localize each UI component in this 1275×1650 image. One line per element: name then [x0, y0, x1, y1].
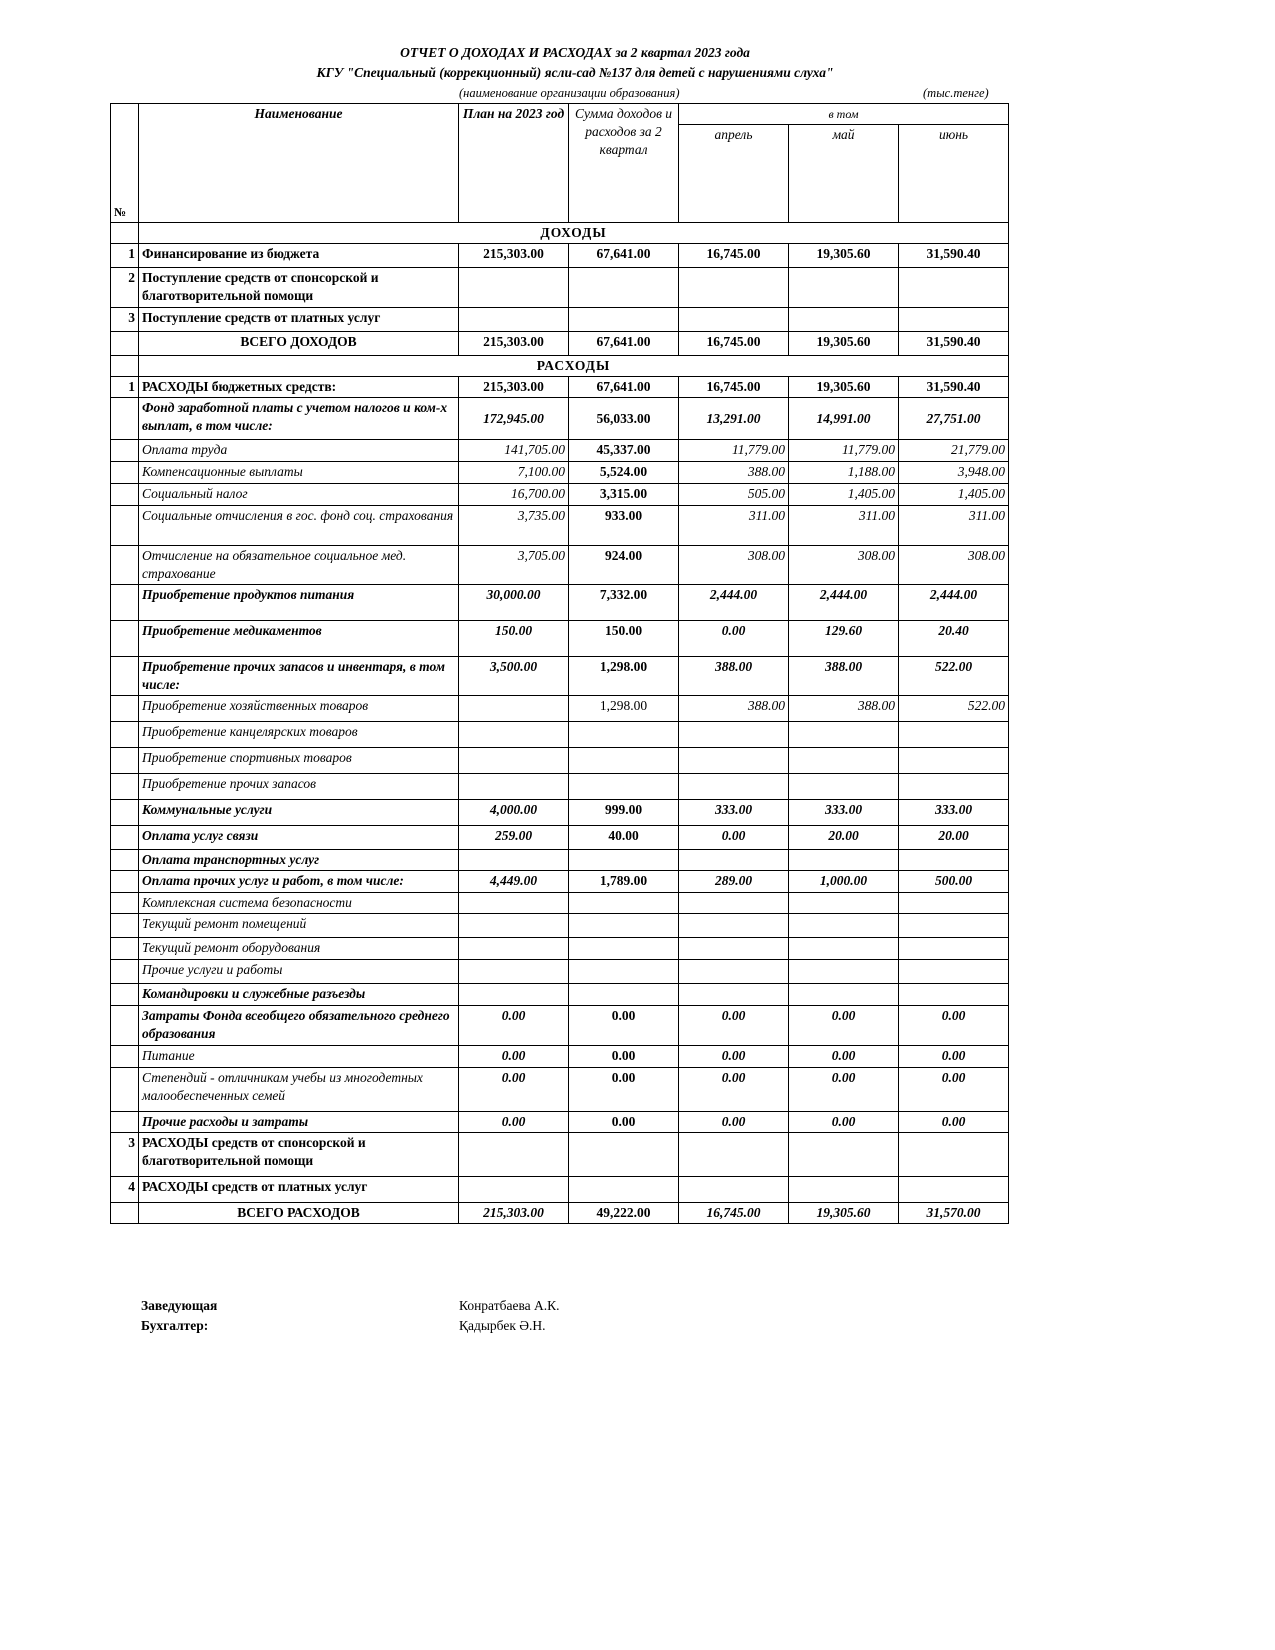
june-cell: 0.00: [899, 1112, 1009, 1133]
may-cell: [789, 1177, 899, 1203]
sum-cell: 0.00: [569, 1068, 679, 1112]
header-june: июнь: [899, 125, 1009, 223]
april-cell: [679, 984, 789, 1006]
may-cell: [789, 914, 899, 938]
plan-cell: [459, 308, 569, 332]
sum-cell: 67,641.00: [569, 377, 679, 398]
may-cell: [789, 774, 899, 800]
row-number: [111, 722, 139, 748]
row-number: 3: [111, 308, 139, 332]
table-row: [111, 1006, 1009, 1046]
row-name: Командировки и служебные разъезды: [139, 984, 459, 1006]
sum-cell: [569, 914, 679, 938]
table-row: [111, 774, 1009, 800]
row-number: [111, 1046, 139, 1068]
row-name: Компенсационные выплаты: [139, 462, 459, 484]
june-cell: 333.00: [899, 800, 1009, 826]
table-row: [111, 462, 1009, 484]
april-cell: [679, 748, 789, 774]
may-cell: 0.00: [789, 1112, 899, 1133]
june-cell: 500.00: [899, 871, 1009, 893]
june-cell: [899, 774, 1009, 800]
plan-cell: [459, 850, 569, 871]
row-number: [111, 960, 139, 984]
accountant-name: Қадырбек Ә.Н.: [459, 1318, 546, 1333]
organization-caption: (наименование организации образования): [459, 86, 680, 100]
table-row: [111, 621, 1009, 657]
table-row: [111, 484, 1009, 506]
may-cell: 19,305.60: [789, 1203, 899, 1224]
may-cell: [789, 308, 899, 332]
expense-section-row: [111, 356, 1009, 377]
sum-cell: 5,524.00: [569, 462, 679, 484]
table-row: [111, 268, 1009, 308]
may-cell: 0.00: [789, 1068, 899, 1112]
sum-cell: [569, 308, 679, 332]
table-row: [111, 506, 1009, 546]
sum-cell: [569, 850, 679, 871]
sum-cell: 67,641.00: [569, 244, 679, 268]
sum-cell: 3,315.00: [569, 484, 679, 506]
plan-cell: 215,303.00: [459, 377, 569, 398]
header-row-top: [111, 104, 1009, 125]
june-cell: [899, 984, 1009, 1006]
june-cell: 20.40: [899, 621, 1009, 657]
june-cell: [899, 268, 1009, 308]
row-name: Финансирование из бюджета: [139, 244, 459, 268]
june-cell: 0.00: [899, 1068, 1009, 1112]
may-cell: 388.00: [789, 657, 899, 696]
april-cell: [679, 308, 789, 332]
april-cell: 11,779.00: [679, 440, 789, 462]
row-name: Прочие услуги и работы: [139, 960, 459, 984]
plan-cell: 30,000.00: [459, 585, 569, 621]
plan-cell: [459, 748, 569, 774]
row-name: Степендий - отличникам учебы из многодетных малообеспеченных семей: [139, 1068, 459, 1112]
may-cell: 308.00: [789, 546, 899, 585]
row-number: [111, 938, 139, 960]
april-cell: 388.00: [679, 657, 789, 696]
row-number: 1: [111, 377, 139, 398]
may-cell: 0.00: [789, 1006, 899, 1046]
sum-cell: 150.00: [569, 621, 679, 657]
sum-cell: 56,033.00: [569, 398, 679, 440]
april-cell: 0.00: [679, 826, 789, 850]
april-cell: 0.00: [679, 621, 789, 657]
table-row: [111, 546, 1009, 585]
april-cell: 505.00: [679, 484, 789, 506]
sum-cell: 49,222.00: [569, 1203, 679, 1224]
row-number: [111, 546, 139, 585]
row-name: Поступление средств от спонсорской и благотворительной помощи: [139, 268, 459, 308]
row-name: Текущий ремонт помещений: [139, 914, 459, 938]
june-cell: 3,948.00: [899, 462, 1009, 484]
table-row: [111, 960, 1009, 984]
table-row: [111, 826, 1009, 850]
june-cell: 27,751.00: [899, 398, 1009, 440]
sum-cell: 1,789.00: [569, 871, 679, 893]
may-cell: [789, 722, 899, 748]
income-section-heading: ДОХОДЫ: [139, 223, 1009, 244]
april-cell: [679, 850, 789, 871]
report-title: ОТЧЕТ О ДОХОДАХ И РАСХОДАХ за 2 квартал 2023 года: [400, 45, 750, 60]
june-cell: 1,405.00: [899, 484, 1009, 506]
june-cell: 31,590.40: [899, 244, 1009, 268]
april-cell: [679, 722, 789, 748]
plan-cell: 16,700.00: [459, 484, 569, 506]
row-name: Поступление средств от платных услуг: [139, 308, 459, 332]
table-row: [111, 1133, 1009, 1177]
april-cell: [679, 914, 789, 938]
april-cell: 16,745.00: [679, 1203, 789, 1224]
april-cell: 0.00: [679, 1046, 789, 1068]
row-number: [111, 440, 139, 462]
row-number: [111, 800, 139, 826]
plan-cell: 0.00: [459, 1068, 569, 1112]
table-row: [111, 893, 1009, 914]
plan-cell: 0.00: [459, 1046, 569, 1068]
april-cell: [679, 938, 789, 960]
currency-unit: (тыс.тенге): [923, 86, 989, 100]
plan-cell: 215,303.00: [459, 244, 569, 268]
plan-cell: [459, 696, 569, 722]
june-cell: 522.00: [899, 696, 1009, 722]
april-cell: 2,444.00: [679, 585, 789, 621]
june-cell: 21,779.00: [899, 440, 1009, 462]
june-cell: 311.00: [899, 506, 1009, 546]
row-number: [111, 585, 139, 621]
sum-cell: 0.00: [569, 1112, 679, 1133]
may-cell: 14,991.00: [789, 398, 899, 440]
row-name: РАСХОДЫ средств от платных услуг: [139, 1177, 459, 1203]
plan-cell: [459, 960, 569, 984]
june-cell: 308.00: [899, 546, 1009, 585]
sum-cell: 999.00: [569, 800, 679, 826]
plan-cell: [459, 893, 569, 914]
table-row: [111, 1177, 1009, 1203]
row-name: Социальный налог: [139, 484, 459, 506]
row-name: Оплата транспортных услуг: [139, 850, 459, 871]
header-april: апрель: [679, 125, 789, 223]
row-number: [111, 871, 139, 893]
row-name: РАСХОДЫ средств от спонсорской и благотворительной помощи: [139, 1133, 459, 1177]
june-cell: 31,590.40: [899, 377, 1009, 398]
plan-cell: 259.00: [459, 826, 569, 850]
june-cell: [899, 1133, 1009, 1177]
plan-cell: 4,000.00: [459, 800, 569, 826]
table-row: [111, 800, 1009, 826]
row-number: [111, 696, 139, 722]
june-cell: 522.00: [899, 657, 1009, 696]
may-cell: [789, 893, 899, 914]
plan-cell: [459, 1177, 569, 1203]
june-cell: [899, 893, 1009, 914]
june-cell: 2,444.00: [899, 585, 1009, 621]
row-number: [111, 398, 139, 440]
may-cell: 2,444.00: [789, 585, 899, 621]
may-cell: 333.00: [789, 800, 899, 826]
sum-cell: [569, 938, 679, 960]
row-number: 4: [111, 1177, 139, 1203]
row-name: Приобретение продуктов питания: [139, 585, 459, 621]
june-cell: 0.00: [899, 1046, 1009, 1068]
sum-cell: 933.00: [569, 506, 679, 546]
row-name: РАСХОДЫ бюджетных средств:: [139, 377, 459, 398]
plan-cell: 3,705.00: [459, 546, 569, 585]
plan-cell: [459, 984, 569, 1006]
plan-cell: [459, 722, 569, 748]
row-name: Оплата прочих услуг и работ, в том числе:: [139, 871, 459, 893]
table-row: [111, 914, 1009, 938]
plan-cell: 7,100.00: [459, 462, 569, 484]
row-number: [111, 462, 139, 484]
expense-section-heading: РАСХОДЫ: [139, 356, 1009, 377]
plan-cell: 150.00: [459, 621, 569, 657]
row-number: [111, 484, 139, 506]
row-name: Приобретение канцелярских товаров: [139, 722, 459, 748]
plan-cell: [459, 1133, 569, 1177]
row-number: [111, 826, 139, 850]
may-cell: 19,305.60: [789, 377, 899, 398]
may-cell: 1,000.00: [789, 871, 899, 893]
may-cell: [789, 984, 899, 1006]
income-section-row: [111, 223, 1009, 244]
june-cell: [899, 722, 1009, 748]
april-cell: [679, 774, 789, 800]
april-cell: 16,745.00: [679, 377, 789, 398]
sum-cell: [569, 960, 679, 984]
plan-cell: 172,945.00: [459, 398, 569, 440]
row-name: Оплата труда: [139, 440, 459, 462]
plan-cell: 0.00: [459, 1006, 569, 1046]
june-cell: [899, 308, 1009, 332]
april-cell: 308.00: [679, 546, 789, 585]
april-cell: 388.00: [679, 462, 789, 484]
june-cell: 0.00: [899, 1006, 1009, 1046]
table-row: [111, 871, 1009, 893]
may-cell: 129.60: [789, 621, 899, 657]
table-row: [111, 398, 1009, 440]
table-row: [111, 440, 1009, 462]
sum-cell: 1,298.00: [569, 696, 679, 722]
april-cell: 289.00: [679, 871, 789, 893]
may-cell: 1,405.00: [789, 484, 899, 506]
may-cell: 388.00: [789, 696, 899, 722]
table-row: [111, 938, 1009, 960]
table-row: [111, 984, 1009, 1006]
april-cell: 16,745.00: [679, 244, 789, 268]
row-number: [111, 1006, 139, 1046]
row-name: Коммунальные услуги: [139, 800, 459, 826]
sum-cell: 0.00: [569, 1006, 679, 1046]
header-including: в том: [679, 104, 1009, 125]
sum-cell: 7,332.00: [569, 585, 679, 621]
april-cell: [679, 960, 789, 984]
row-number: [111, 748, 139, 774]
april-cell: 0.00: [679, 1068, 789, 1112]
row-name: Затраты Фонда всеобщего обязательного среднего образования: [139, 1006, 459, 1046]
head-label: Заведующая: [141, 1298, 218, 1313]
row-number: [111, 850, 139, 871]
june-cell: [899, 1177, 1009, 1203]
april-cell: 0.00: [679, 1112, 789, 1133]
april-cell: 16,745.00: [679, 332, 789, 356]
june-cell: [899, 850, 1009, 871]
row-name: ВСЕГО ДОХОДОВ: [139, 332, 459, 356]
may-cell: [789, 1133, 899, 1177]
row-name: Социальные отчисления в гос. фонд соц. страхования: [139, 506, 459, 546]
may-cell: 0.00: [789, 1046, 899, 1068]
table-row: [111, 377, 1009, 398]
accountant-label: Бухгалтер:: [141, 1318, 209, 1333]
table-row: [111, 1112, 1009, 1133]
row-number: [111, 984, 139, 1006]
may-cell: [789, 960, 899, 984]
table-row: [111, 1203, 1009, 1224]
sum-cell: 0.00: [569, 1046, 679, 1068]
row-name: Приобретение спортивных товаров: [139, 748, 459, 774]
organization-title: КГУ "Специальный (коррекционный) ясли-сад №137 для детей с нарушениями слуха": [316, 65, 834, 80]
april-cell: 0.00: [679, 1006, 789, 1046]
plan-cell: 141,705.00: [459, 440, 569, 462]
table-row: [111, 1068, 1009, 1112]
april-cell: [679, 1133, 789, 1177]
row-name: Текущий ремонт оборудования: [139, 938, 459, 960]
row-number: [111, 893, 139, 914]
sum-cell: [569, 774, 679, 800]
may-cell: 20.00: [789, 826, 899, 850]
sum-cell: [569, 893, 679, 914]
table-row: [111, 722, 1009, 748]
june-cell: [899, 960, 1009, 984]
plan-cell: 4,449.00: [459, 871, 569, 893]
table-row: [111, 748, 1009, 774]
header-may: май: [789, 125, 899, 223]
sum-cell: 67,641.00: [569, 332, 679, 356]
header-plan: План на 2023 год: [459, 104, 569, 223]
table-row: [111, 850, 1009, 871]
row-name: Оплата услуг связи: [139, 826, 459, 850]
head-name: Конратбаева А.К.: [459, 1298, 560, 1313]
row-number: [111, 332, 139, 356]
row-number: 1: [111, 244, 139, 268]
may-cell: [789, 268, 899, 308]
row-name: Питание: [139, 1046, 459, 1068]
sum-cell: [569, 1133, 679, 1177]
plan-cell: 215,303.00: [459, 1203, 569, 1224]
row-number: [111, 774, 139, 800]
header-name: Наименование: [139, 104, 459, 223]
table-row: [111, 244, 1009, 268]
section-no-cell: [111, 356, 139, 377]
section-no-cell: [111, 223, 139, 244]
row-name: Приобретение прочих запасов: [139, 774, 459, 800]
sum-cell: 40.00: [569, 826, 679, 850]
table-row: [111, 308, 1009, 332]
may-cell: 311.00: [789, 506, 899, 546]
header-sum: Сумма доходов и расходов за 2 квартал: [569, 104, 679, 223]
row-name: ВСЕГО РАСХОДОВ: [139, 1203, 459, 1224]
row-number: 3: [111, 1133, 139, 1177]
sum-cell: 45,337.00: [569, 440, 679, 462]
row-number: [111, 1112, 139, 1133]
april-cell: 13,291.00: [679, 398, 789, 440]
row-number: [111, 621, 139, 657]
row-number: [111, 1068, 139, 1112]
sum-cell: [569, 748, 679, 774]
june-cell: [899, 914, 1009, 938]
row-number: 2: [111, 268, 139, 308]
may-cell: 11,779.00: [789, 440, 899, 462]
row-number: [111, 1203, 139, 1224]
sum-cell: [569, 268, 679, 308]
sum-cell: [569, 984, 679, 1006]
table-row: [111, 696, 1009, 722]
row-name: Приобретение медикаментов: [139, 621, 459, 657]
plan-cell: [459, 774, 569, 800]
plan-cell: 3,500.00: [459, 657, 569, 696]
row-name: Комплексная система безопасности: [139, 893, 459, 914]
june-cell: 20.00: [899, 826, 1009, 850]
april-cell: 333.00: [679, 800, 789, 826]
sum-cell: [569, 1177, 679, 1203]
sum-cell: 1,298.00: [569, 657, 679, 696]
row-name: Приобретение хозяйственных товаров: [139, 696, 459, 722]
may-cell: 1,188.00: [789, 462, 899, 484]
may-cell: [789, 748, 899, 774]
row-number: [111, 914, 139, 938]
april-cell: 311.00: [679, 506, 789, 546]
april-cell: [679, 1177, 789, 1203]
report-table: [110, 103, 1009, 1224]
june-cell: 31,590.40: [899, 332, 1009, 356]
table-row: [111, 585, 1009, 621]
plan-cell: [459, 268, 569, 308]
sum-cell: 924.00: [569, 546, 679, 585]
plan-cell: 3,735.00: [459, 506, 569, 546]
header-no: №: [111, 104, 139, 223]
row-name: Отчисление на обязательное социальное мед. страхование: [139, 546, 459, 585]
plan-cell: [459, 938, 569, 960]
plan-cell: [459, 914, 569, 938]
may-cell: [789, 938, 899, 960]
plan-cell: 0.00: [459, 1112, 569, 1133]
plan-cell: 215,303.00: [459, 332, 569, 356]
june-cell: [899, 748, 1009, 774]
table-row: [111, 332, 1009, 356]
table-row: [111, 657, 1009, 696]
row-number: [111, 657, 139, 696]
row-name: Прочие расходы и затраты: [139, 1112, 459, 1133]
may-cell: 19,305.60: [789, 332, 899, 356]
april-cell: 388.00: [679, 696, 789, 722]
april-cell: [679, 893, 789, 914]
may-cell: 19,305.60: [789, 244, 899, 268]
june-cell: 31,570.00: [899, 1203, 1009, 1224]
row-number: [111, 506, 139, 546]
table-row: [111, 1046, 1009, 1068]
april-cell: [679, 268, 789, 308]
june-cell: [899, 938, 1009, 960]
sum-cell: [569, 722, 679, 748]
may-cell: [789, 850, 899, 871]
row-name: Приобретение прочих запасов и инвентаря, в том числе:: [139, 657, 459, 696]
row-name: Фонд заработной платы с учетом налогов и ком-х выплат, в том числе:: [139, 398, 459, 440]
